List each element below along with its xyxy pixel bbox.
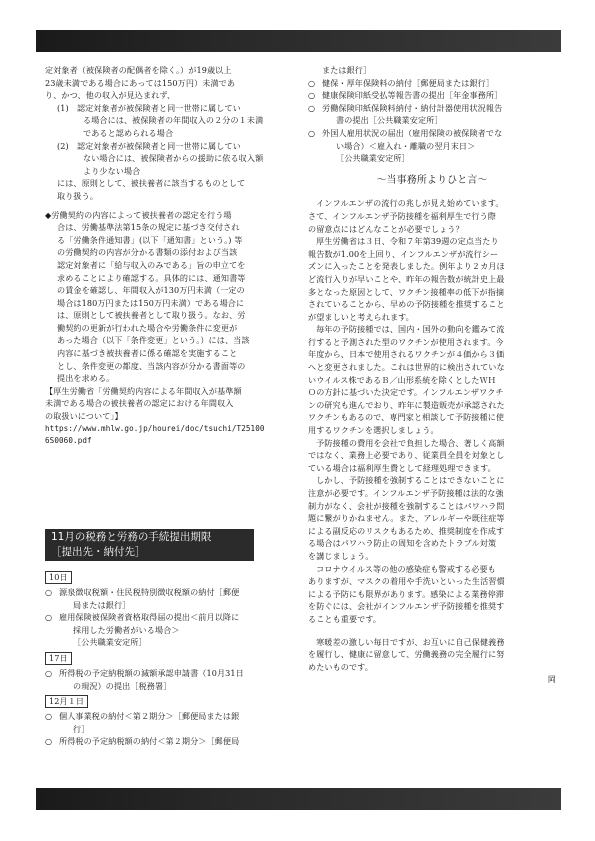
signature: 岡 xyxy=(547,674,556,685)
text-line: とし、条件変更の都度、当該内容が分かる書面等の xyxy=(57,360,246,371)
topic-body xyxy=(308,197,556,686)
text-line: の賃金を確認し、年間収入が130万円未満（一定の xyxy=(57,285,245,296)
text-line: 場合は180万円または150万円未満）である場合に xyxy=(57,297,245,308)
text-line: 働契約の更新が行われた場合や労働条件に変更が xyxy=(57,322,238,333)
text-line: 厚生労働省は３日、令和７年第39週の定点当たり xyxy=(316,236,499,247)
deadline-item: ○ 労働保険印紙保険料納付・納付計器使用状況報告 書の提出［公共職業安定所］ xyxy=(308,102,503,126)
text-line: めたいものです。 xyxy=(308,661,373,672)
circle-icon: ○ xyxy=(45,711,53,722)
topic-paragraph xyxy=(308,563,556,626)
left-column xyxy=(45,64,293,448)
url-line[interactable]: https://www.mhlw.go.jp/hourei/doc/tsuchi/T25100 xyxy=(45,423,265,433)
deadline-date-box: 12月１日 xyxy=(45,695,88,708)
text-line: 定対象者（被保険者の配偶者を除く。）が19歳以上 xyxy=(45,65,232,75)
text-line: 寒暖差の激しい毎日ですが、お互いに自己保健義務 xyxy=(316,636,505,647)
text-line: 内容に基づき被扶養者に係る確認を実施すること xyxy=(57,348,238,359)
text-line: が望ましいと考えられます。 xyxy=(308,311,414,322)
topic-paragraph xyxy=(308,636,556,686)
right-column xyxy=(308,64,556,686)
text-line: 多となった原因として、ワクチン接種率の低下が指摘 xyxy=(308,286,505,297)
text-line: 取り扱う。 xyxy=(57,190,98,201)
text-line: されていることから、早めの予防接種を推奨すること xyxy=(308,299,505,310)
circle-icon: ○ xyxy=(45,587,53,597)
text-line: は、原則として被扶養者として取り扱う。なお、労 xyxy=(57,310,246,321)
text-line: さて、インフルエンザ予防接種を福利厚生で行う際 xyxy=(308,210,496,221)
text-line: 注意が必要です。インフルエンザ予防接種は法的な強 xyxy=(308,488,504,498)
text-line: 未満である場合の被扶養者の認定における年間収入 xyxy=(45,398,234,409)
text-line: を講じましょう。 xyxy=(308,550,374,561)
text-line: ありますが、マスクの着用や手洗いといった生活習慣 xyxy=(308,576,505,587)
deadline-item: ○ 所得税の予定納税額の納付＜第２期分＞［郵便局 xyxy=(45,736,240,747)
deadline-item: ○ 外国人雇用状況の届出（雇用保険の被保険者でな い場合）＜雇入れ・離職の翌月末日＞ ［公共職業安定所］ xyxy=(308,127,503,164)
text-line: (1) 認定対象者が被保険者と同一世帯に属してい xyxy=(57,102,241,113)
text-line: 23歳未満である場合にあっては150万円）未満であ xyxy=(45,77,236,88)
text-line: ンの研究も進んでおり、昨年に製造販売が承認された xyxy=(308,399,505,410)
circle-icon: ○ xyxy=(45,667,53,678)
circle-icon: ○ xyxy=(45,612,53,623)
text-line: ワクチンもあるので、専門家と相談して予防接種に使 xyxy=(308,412,505,423)
text-line: 認定対象者に「給与収入のみである」旨の申立てを xyxy=(57,259,246,270)
text-line: には、原則として、被扶養者に該当するものとして xyxy=(57,178,246,189)
text-line: る「労働条件通知書」(以下「通知書」という。) 等 xyxy=(57,234,243,245)
header-bar xyxy=(36,30,561,52)
text-line: ではなく、業務上必要であり、従業員全員を対象とし xyxy=(308,450,505,461)
text-line: あった場合（以下「条件変更」という。）には、当該 xyxy=(57,335,250,346)
text-line: しかし、予防接種を強制することはできないことに xyxy=(316,475,505,486)
topic-paragraph xyxy=(308,197,556,235)
deadline-section-title xyxy=(45,529,254,561)
deadline-item: ○ 雇用保険被保険者資格取得届の提出＜前月以降に 採用した労働者がいる場合＞ ［公共職業安定所］ xyxy=(45,612,240,648)
intro-text xyxy=(45,64,293,102)
deadline-date-box: 17日 xyxy=(45,652,72,665)
text-line: 提出を求める。 xyxy=(57,373,115,384)
text-line: ◆労働契約の内容によって被扶養者の認定を行う場 xyxy=(45,209,232,220)
topic-title: ～当事務所よりひと言～ xyxy=(376,174,488,186)
text-line: の取扱いについて」】 xyxy=(45,411,123,422)
text-line: ない場合には、被保険者からの援助に依る収入額 xyxy=(83,153,264,164)
condition-1 xyxy=(45,102,293,140)
circle-icon: ○ xyxy=(308,77,316,88)
text-line: 年度から、日本で使用されるワクチンが４価から３価 xyxy=(308,349,505,360)
circle-icon: ○ xyxy=(308,102,316,113)
deadline-date-box: 10日 xyxy=(45,571,72,584)
circle-icon: ○ xyxy=(308,90,316,101)
reference-url[interactable] xyxy=(45,423,293,448)
text-line: 用するワクチンを選択しましょう。 xyxy=(308,425,439,436)
text-line: へと変更されました。これは世界的に検出されていな xyxy=(308,362,505,373)
text-line: の労働契約の内容が分かる書類の添付および当該 xyxy=(57,247,238,258)
text-line: Ｏの方針に基づいた決定です。インフルエンザワクチ xyxy=(308,387,504,398)
text-line: ることも重要です。 xyxy=(308,613,382,624)
text-line: 題に繋がりかねません。また、アレルギーや既往症等 xyxy=(308,513,505,524)
circle-icon: ○ xyxy=(45,736,53,747)
text-line: 予防接種の費用を会社で負担した場合、著しく高額 xyxy=(316,437,505,448)
text-line: る場合には、被保険者の年間収入の２分の１未満 xyxy=(83,115,264,126)
text-line: る場合はパワハラ防止の周知を含めたトラブル対策 xyxy=(308,538,497,549)
deadline-item: ○ 所得税の予定納税額の減額承認申請書（10月31日 の現況）の提出［税務署］ xyxy=(45,667,244,691)
section-title-line: 11月の税務と労務の手続提出期限 xyxy=(51,531,212,543)
text-line: 毎年の予防接種では、国内・国外の動向を鑑みて流 xyxy=(316,324,505,335)
text-line: り、かつ、他の収入が見込まれず、 xyxy=(45,90,176,101)
text-line: または銀行］ xyxy=(322,65,372,75)
url-line[interactable]: 6S0060.pdf xyxy=(45,436,92,446)
deadline-item: ○ 源泉徴収税額・住民税特別徴収税額の納付［郵便 局または銀行］ xyxy=(45,587,240,610)
text-line: の留意点にはどんなことが必要でしょう？ xyxy=(308,223,464,234)
text-line: ている場合は福利厚生費として経理処理できます。 xyxy=(308,462,496,473)
condition-2 xyxy=(45,140,293,178)
topic-paragraph xyxy=(308,437,556,475)
text-line: による予防にも限界があります。感染による業務停滞 xyxy=(308,588,505,599)
text-line: 合は、労働基準法第15条の規定に基づき交付され xyxy=(57,222,240,233)
deadline-list xyxy=(45,568,293,748)
text-line: より少ない場合 xyxy=(83,165,141,176)
text-line: による副反応のリスクもあるため、推奨制度を作成す xyxy=(308,525,505,536)
text-line: ズンに入ったことを発表しました。例年より２カ月ほ xyxy=(308,261,505,272)
text-line: を履行し、健康に留意して、労働義務の完全履行に努 xyxy=(308,649,505,660)
section-subtitle-line: ［提出先・納付先］ xyxy=(51,546,146,558)
deadline-item: ○ 健康保険印紙受払等報告書の提出［年金事務所］ xyxy=(308,90,503,101)
text-line: 行すると予測された型のワクチンが使用されます。今 xyxy=(308,336,504,347)
footer-bar xyxy=(36,788,561,810)
deadline-item: ○ 健保・厚年保険料の納付［郵便局または銀行］ xyxy=(308,77,495,88)
topic-paragraph xyxy=(308,235,556,323)
topic-paragraph xyxy=(308,323,556,436)
text-line: いウイルス株であるＢ／山形系統を除くとしたＷＨ xyxy=(308,374,496,385)
text-line: 求めることにより確認する。具体的には、通知書等 xyxy=(57,272,246,283)
deadline-item: ○ 個人事業税の納付＜第２期分＞［郵便局または銀 行］ xyxy=(45,711,240,734)
text-line: を防ぐには、会社がインフルエンザ予防接種を推奨す xyxy=(308,601,505,612)
text-line: コロナウイルス等の他の感染症も警戒する必要も xyxy=(316,563,496,574)
intro-outro xyxy=(45,177,293,202)
circle-icon: ○ xyxy=(308,127,316,138)
reference-note xyxy=(45,385,293,423)
bullet-paragraph xyxy=(45,209,293,385)
text-line: インフルエンザの流行の兆しが見え始めています。 xyxy=(316,198,504,209)
text-line: (2) 認定対象者が被保険者と同一世帯に属してい xyxy=(57,140,241,151)
text-line: 報告数が1.00を上回り、インフルエンザが流行シー xyxy=(308,248,499,259)
topic-paragraph xyxy=(308,474,556,562)
text-line: 制力がなく、会社が接種を強制することはパワハラ問 xyxy=(308,500,505,511)
text-line: 【厚生労働省「労働契約内容による年間収入が基準額 xyxy=(45,385,242,396)
text-line: ど流行入りが早いことや、昨年の報告数が統計史上最 xyxy=(308,273,505,284)
text-line: であると認められる場合 xyxy=(83,127,174,138)
